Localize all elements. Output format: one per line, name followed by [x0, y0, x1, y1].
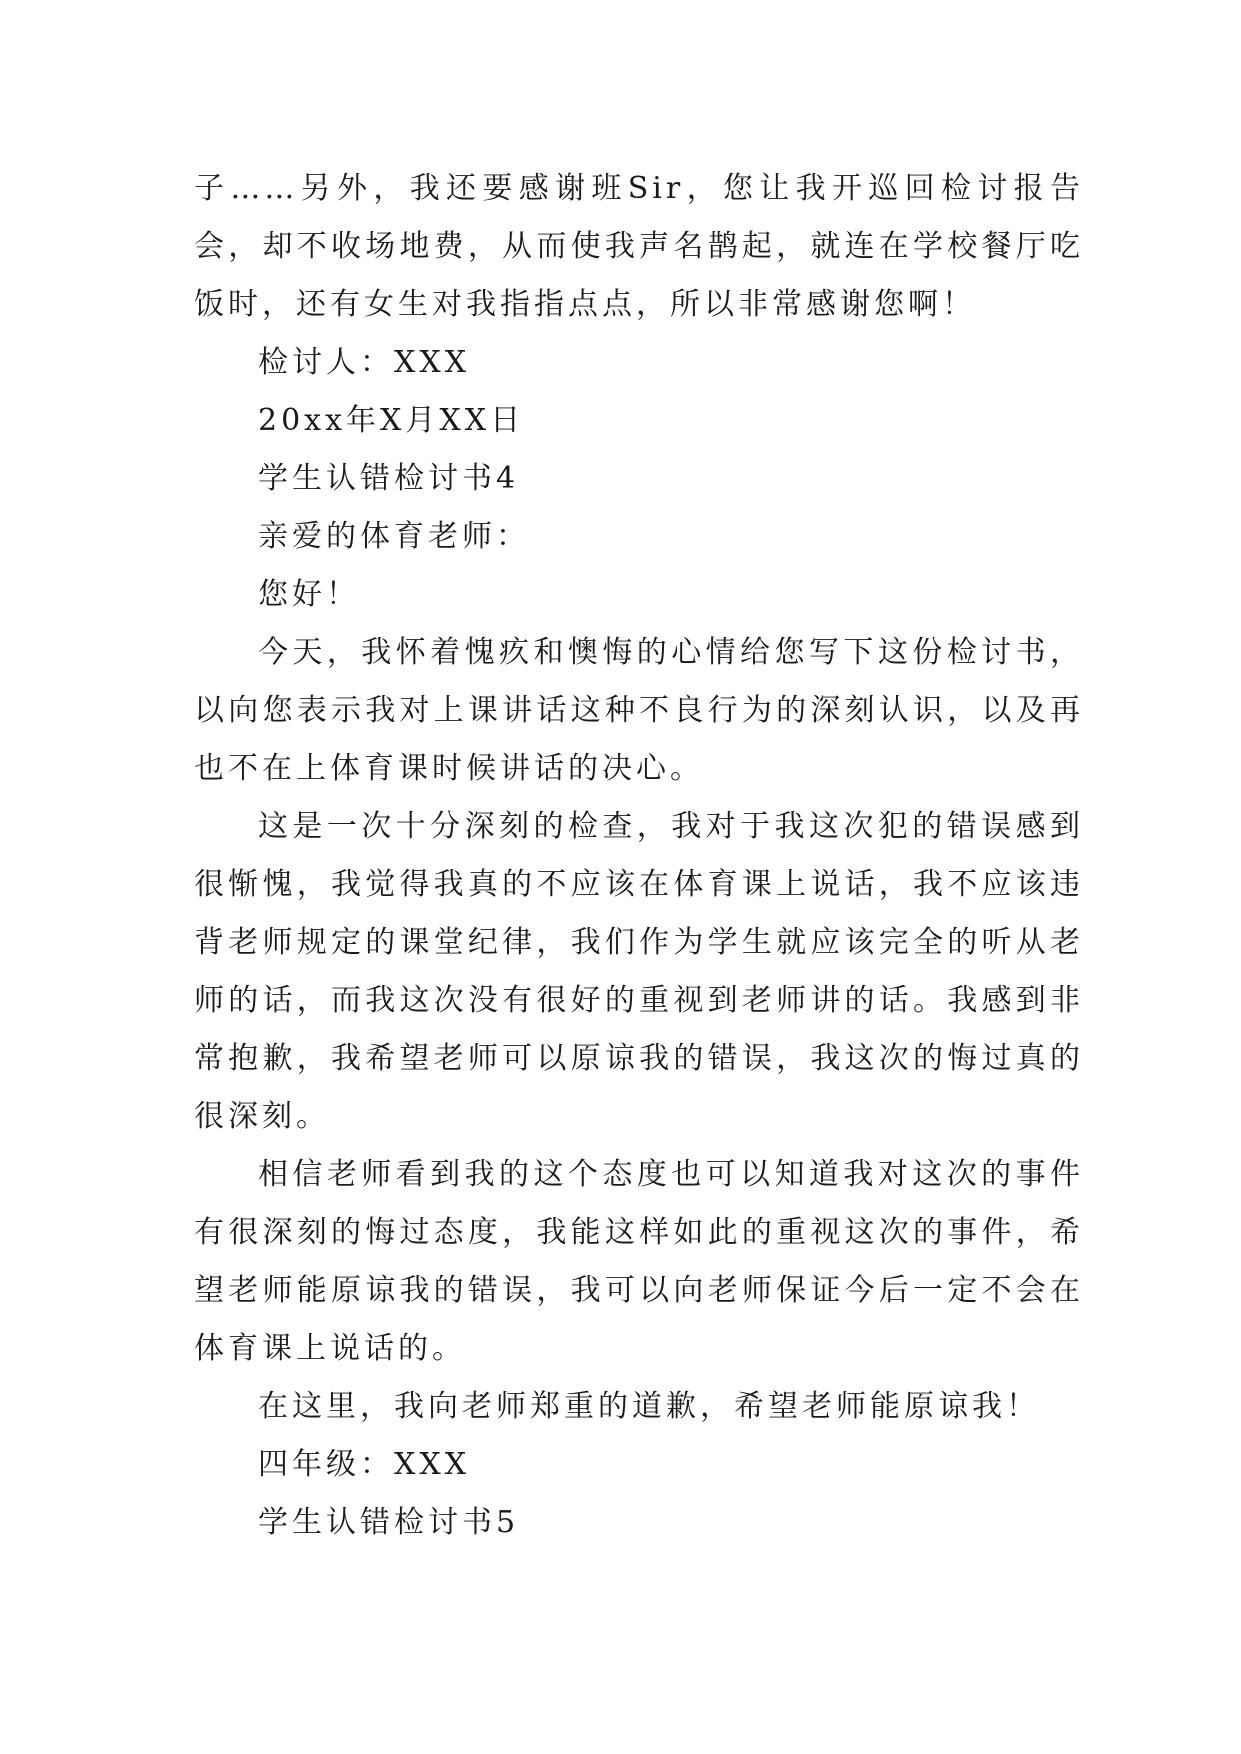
date-line: 20xx年X月XX日	[258, 403, 525, 438]
apology-line: 在这里，我向老师郑重的道歉，希望老师能原谅我！	[258, 1389, 1040, 1424]
paragraph-closing-thanks: 子……另外，我还要感谢班Sir，您让我开巡回检讨报告会，却不收场地费，从而使我声名鹊起，就连在学校餐厅吃饭时，还有女生对我指指点点，所以非常感谢您啊！	[194, 171, 1084, 322]
grade-signature: 四年级：XXX	[258, 1447, 471, 1482]
salutation: 亲爱的体育老师：	[258, 519, 530, 554]
document-body	[194, 160, 1084, 1552]
greeting: 您好！	[258, 577, 360, 612]
paragraph-reflection: 这是一次十分深刻的检查，我对于我这次犯的错误感到很惭愧，我觉得我真的不应该在体育课上说话，我不应该违背老师规定的课堂纪律，我们作为学生就应该完全的听从老师的话，而我这次没有很好的重视到老师讲的话。我感到非常抱歉，我希望老师可以原谅我的错误，我这次的悔过真的很深刻。	[194, 809, 1084, 1134]
paragraph-promise: 相信老师看到我的这个态度也可以知道我对这次的事件有很深刻的悔过态度，我能这样如此的重视这次的事件，希望老师能原谅我的错误，我可以向老师保证今后一定不会在体育课上说话的。	[194, 1157, 1084, 1366]
section-title-4: 学生认错检讨书4	[258, 461, 520, 496]
signature-line: 检讨人：XXX	[258, 345, 471, 380]
section-title-5: 学生认错检讨书5	[258, 1505, 520, 1540]
paragraph-intro: 今天，我怀着愧疚和懊悔的心情给您写下这份检讨书，以向您表示我对上课讲话这种不良行为的深刻认识，以及再也不在上体育课时候讲话的决心。	[194, 635, 1084, 786]
